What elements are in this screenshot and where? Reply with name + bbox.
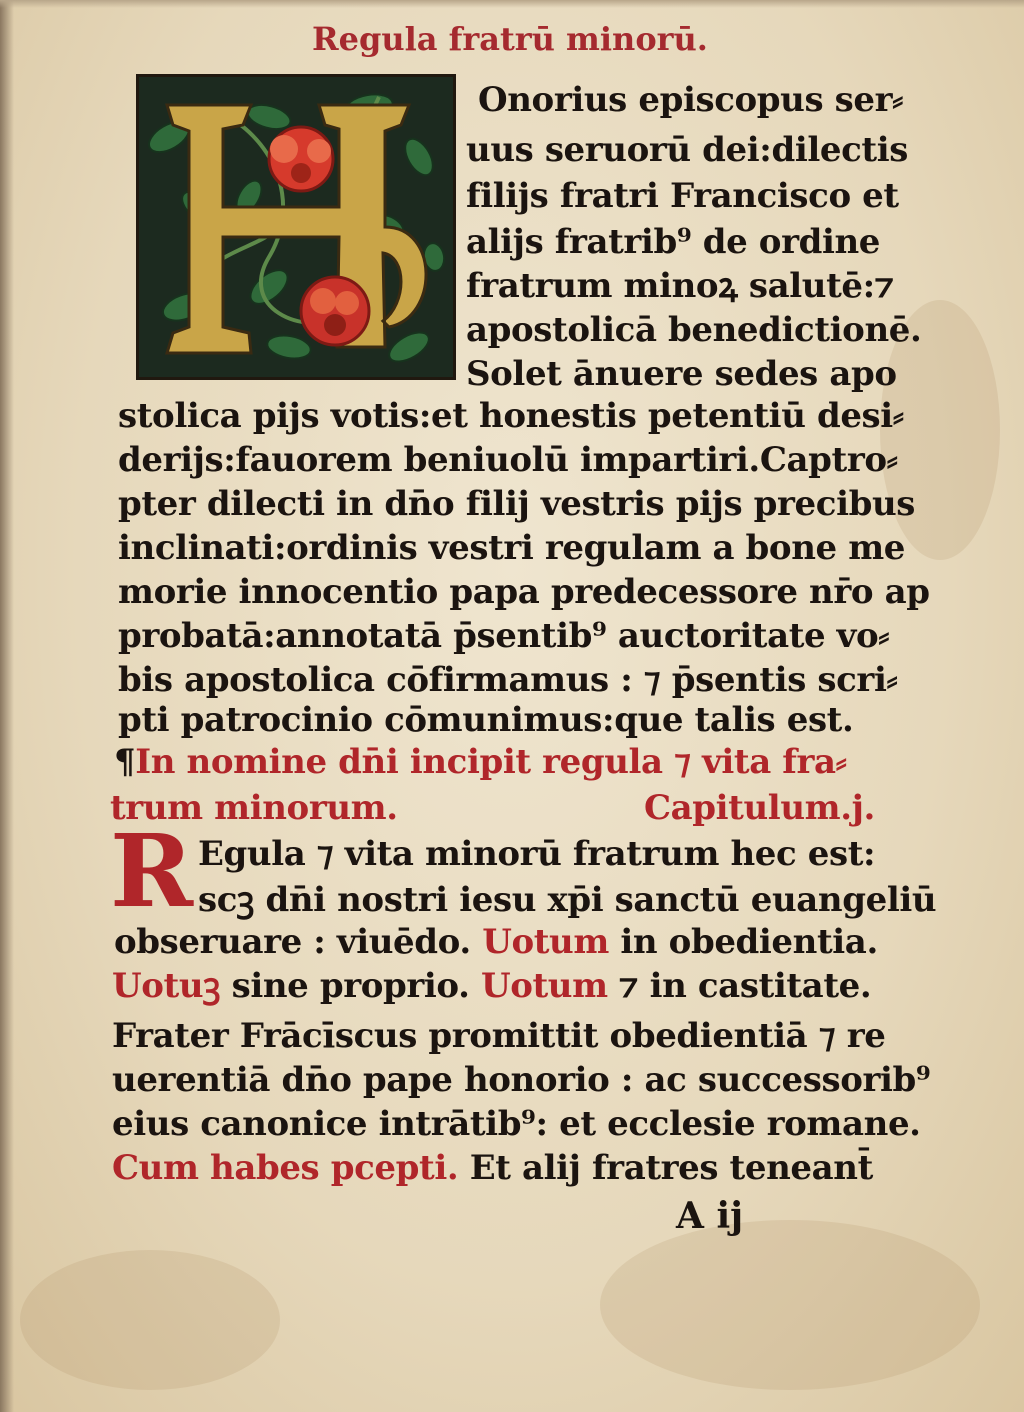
text-line: apostolicā benedictionē. — [466, 310, 922, 350]
text-segment: in obedientia. — [620, 922, 878, 962]
text-segment: obseruare : viuēdo. — [114, 922, 471, 962]
text-line: Solet ānuere sedes apo — [466, 354, 897, 394]
text-segment: sine proprio. — [231, 966, 470, 1006]
text-line: uerentiā dn̄o pape honorio : ac successorib⁹ — [112, 1060, 931, 1100]
page-top-shadow — [0, 0, 1024, 8]
vow-rubric: Uotum — [480, 966, 608, 1006]
rubric-segment: Cum habes pcepti. — [112, 1148, 459, 1188]
paper-stain — [20, 1250, 280, 1390]
running-head: Regula fratrū minorū. — [312, 20, 708, 58]
chapter-heading: Capitulum.j. — [644, 788, 875, 828]
text-line: stolica pijs votis:et honestis petentiū desi⸗ — [118, 396, 904, 436]
decorated-initial — [136, 74, 456, 380]
signature-mark: A ij — [676, 1195, 744, 1237]
pilcrow: ¶ — [114, 742, 136, 782]
rubric-line-2: trum minorum. — [110, 788, 398, 828]
floral-initial-illustration — [139, 77, 453, 377]
text-line: morie innocentio papa predecessore nr̄o ap — [118, 572, 930, 612]
text-line: Frater Frācīscus promittit obedientiā ⁊ re — [112, 1016, 886, 1056]
rubric-line — [114, 742, 847, 782]
vow-rubric: Uotum — [482, 922, 609, 962]
text-line: pti patrocinio cōmunimus:que talis est. — [118, 700, 854, 740]
text-line: eius canonice intrātib⁹: et ecclesie romane. — [112, 1104, 921, 1144]
text-line: derijs:fauorem beniuolū impartiri.Captro⸗ — [118, 440, 898, 480]
text-line: inclinati:ordinis vestri regulam a bone me — [118, 528, 905, 568]
text-line: Onorius episcopus ser⸗ — [478, 80, 904, 120]
text-segment: Et alij fratres teneant̄ — [469, 1148, 873, 1188]
text-line: uus seruorū dei:dilectis — [466, 130, 908, 170]
text-line: filijs fratri Francisco et — [466, 176, 899, 216]
text-line — [112, 1148, 873, 1188]
chapter-initial: R — [110, 812, 194, 930]
text-line: Egula ⁊ vita minorū fratrum hec est: — [198, 834, 876, 874]
text-line: pter dilecti in dn̄o filij vestris pijs precibus — [118, 484, 916, 524]
page-edge-shadow — [0, 0, 14, 1412]
rubric-title: In nomine dn̄i incipit regula ⁊ vita fra⸗ — [135, 742, 847, 782]
paper-stain — [600, 1220, 980, 1390]
text-line: scꝫ dn̄i nostri iesu xp̄i sanctū euangeliū — [198, 880, 937, 920]
text-line — [112, 966, 871, 1006]
text-segment: ⁊ in castitate. — [619, 966, 872, 1006]
vow-rubric: Uotuꝫ — [112, 966, 221, 1006]
text-line — [114, 922, 878, 962]
text-line: alijs fratrib⁹ de ordine — [466, 222, 881, 262]
text-line: probatā:annotatā p̄sentib⁹ auctoritate vo⸗ — [118, 616, 890, 656]
text-line: fratrum minoꝝ salutē:⁊ — [466, 266, 894, 306]
text-line: bis apostolica cōfirmamus : ⁊ p̄sentis scri⸗ — [118, 660, 898, 700]
